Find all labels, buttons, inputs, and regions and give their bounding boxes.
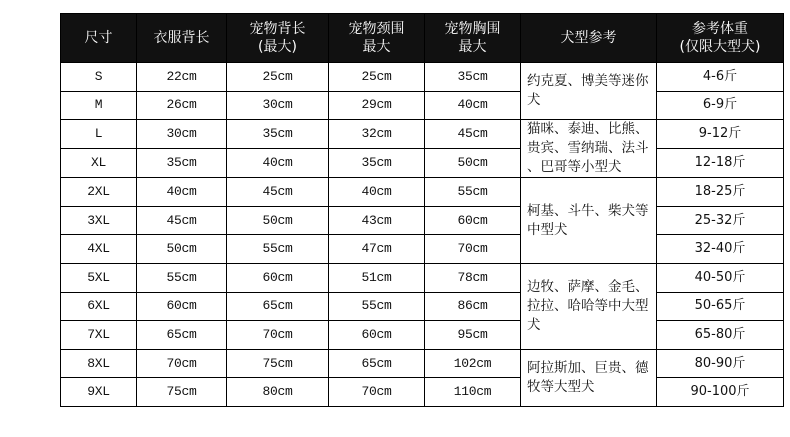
chest-cell: 78cm [425,263,521,292]
header-pet-back [227,14,329,63]
clothes-back-cell: 35cm [137,149,227,178]
table-row [61,91,784,120]
breed-line: 阿拉斯加、巨贵、德 [527,359,649,376]
size-cell: 9XL [61,378,137,407]
chest-cell: 40cm [425,91,521,120]
weight-cell: 40-50斤 [657,263,784,292]
weight-cell: 12-18斤 [657,149,784,178]
clothes-back-cell: 60cm [137,292,227,321]
breed-cell [521,120,657,178]
weight-cell: 6-9斤 [657,91,784,120]
chest-cell: 86cm [425,292,521,321]
clothes-back-cell: 70cm [137,349,227,378]
neck-cell: 29cm [329,91,425,120]
size-cell: 8XL [61,349,137,378]
header-neck-line: 宠物颈围 [348,21,405,37]
breed-line: 柯基、斗牛、柴犬等 [527,202,649,219]
neck-cell: 32cm [329,120,425,149]
neck-cell: 51cm [329,263,425,292]
header-neck-line: 最大 [362,39,391,55]
size-cell: 3XL [61,206,137,235]
header-clothes-back-line: 衣服背长 [153,30,210,46]
size-cell: XL [61,149,137,178]
pet-back-cell: 70cm [227,321,329,350]
table-row [61,292,784,321]
table-row [61,263,784,292]
size-cell: 5XL [61,263,137,292]
table-row [61,206,784,235]
table-body [61,63,784,407]
size-chart [60,13,783,407]
pet-back-cell: 55cm [227,235,329,264]
table-row [61,349,784,378]
breed-line: 猫咪、泰迪、比熊、 [527,121,649,138]
size-cell: S [61,63,137,92]
neck-cell: 60cm [329,321,425,350]
pet-back-cell: 25cm [227,63,329,92]
header-chest [425,14,521,63]
header-weight-line: 参考体重 [692,21,748,37]
table-row [61,149,784,178]
weight-cell: 9-12斤 [657,120,784,149]
neck-cell: 65cm [329,349,425,378]
weight-cell: 90-100斤 [657,378,784,407]
neck-cell: 40cm [329,178,425,207]
chest-cell: 102cm [425,349,521,378]
clothes-back-cell: 30cm [137,120,227,149]
size-cell: 4XL [61,235,137,264]
clothes-back-cell: 40cm [137,178,227,207]
breed-cell [521,178,657,264]
table-row [61,120,784,149]
breed-line: 牧等大型犬 [527,378,595,395]
neck-cell: 47cm [329,235,425,264]
neck-cell: 70cm [329,378,425,407]
header-pet-back-line: (最大) [258,39,297,55]
breed-line: 犬 [527,92,541,109]
table-row [61,63,784,92]
weight-cell: 50-65斤 [657,292,784,321]
chest-cell: 70cm [425,235,521,264]
pet-back-cell: 30cm [227,91,329,120]
header-breed-line: 犬型参考 [560,30,617,46]
weight-cell: 25-32斤 [657,206,784,235]
pet-back-cell: 65cm [227,292,329,321]
clothes-back-cell: 65cm [137,321,227,350]
weight-cell: 32-40斤 [657,235,784,264]
header-breed [521,14,657,63]
breed-line: 边牧、萨摩、金毛、 [527,278,649,295]
neck-cell: 35cm [329,149,425,178]
breed-cell [521,349,657,406]
clothes-back-cell: 45cm [137,206,227,235]
chest-cell: 45cm [425,120,521,149]
neck-cell: 55cm [329,292,425,321]
header-row [61,14,784,63]
weight-cell: 4-6斤 [657,63,784,92]
pet-back-cell: 75cm [227,349,329,378]
header-weight-line: (仅限大型犬) [679,39,761,55]
chest-cell: 55cm [425,178,521,207]
header-neck [329,14,425,63]
clothes-back-cell: 55cm [137,263,227,292]
weight-cell: 80-90斤 [657,349,784,378]
header-size-line: 尺寸 [84,30,113,46]
size-cell: M [61,91,137,120]
header-size [61,14,137,63]
neck-cell: 25cm [329,63,425,92]
chest-cell: 35cm [425,63,521,92]
breed-line: 拉拉、哈哈等中大型 [527,297,649,314]
size-cell: 7XL [61,321,137,350]
size-cell: 2XL [61,178,137,207]
size-cell: 6XL [61,292,137,321]
header-chest-line: 宠物胸围 [444,21,501,37]
size-cell: L [61,120,137,149]
header-clothes-back [137,14,227,63]
breed-line: 贵宾、雪纳瑞、法斗 [527,140,649,157]
breed-line: 犬 [527,316,541,333]
clothes-back-cell: 50cm [137,235,227,264]
pet-back-cell: 45cm [227,178,329,207]
chest-cell: 50cm [425,149,521,178]
chest-cell: 60cm [425,206,521,235]
header-weight [657,14,784,63]
pet-back-cell: 60cm [227,263,329,292]
weight-cell: 65-80斤 [657,321,784,350]
table-row [61,321,784,350]
breed-cell [521,263,657,349]
table-row [61,378,784,407]
breed-line: 中型犬 [527,221,568,238]
pet-back-cell: 35cm [227,120,329,149]
header-chest-line: 最大 [458,39,487,55]
breed-cell [521,63,657,120]
clothes-back-cell: 75cm [137,378,227,407]
pet-back-cell: 80cm [227,378,329,407]
chest-cell: 110cm [425,378,521,407]
clothes-back-cell: 22cm [137,63,227,92]
breed-line: 约克夏、博美等迷你 [527,73,649,90]
pet-back-cell: 40cm [227,149,329,178]
chest-cell: 95cm [425,321,521,350]
table-row [61,235,784,264]
header-pet-back-line: 宠物背长 [249,21,306,37]
size-table [60,13,784,407]
neck-cell: 43cm [329,206,425,235]
weight-cell: 18-25斤 [657,178,784,207]
breed-line: 、巴哥等小型犬 [527,159,622,176]
clothes-back-cell: 26cm [137,91,227,120]
table-row [61,178,784,207]
pet-back-cell: 50cm [227,206,329,235]
